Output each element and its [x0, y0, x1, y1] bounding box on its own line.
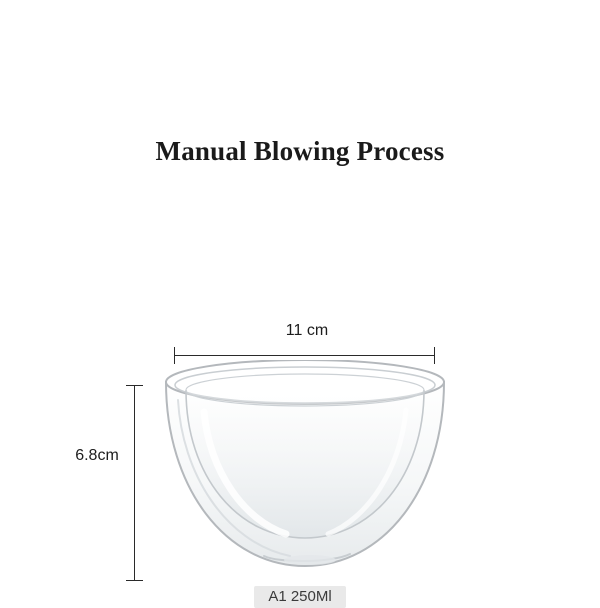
height-dimension-label: 6.8cm: [75, 447, 119, 464]
width-dimension-label: 11 cm: [285, 322, 329, 339]
product-caption-text: A1 250Ml: [254, 586, 345, 608]
glass-bowl-image: [160, 360, 450, 575]
height-dimension-line: [134, 385, 135, 580]
height-dimension-bottom-tick: [126, 580, 143, 581]
double-wall-glass-bowl-icon: [160, 360, 450, 575]
page-title: Manual Blowing Process: [155, 136, 445, 166]
height-dimension-top-tick: [126, 385, 143, 386]
product-caption: [0, 586, 600, 608]
width-dimension-line: [174, 355, 434, 356]
